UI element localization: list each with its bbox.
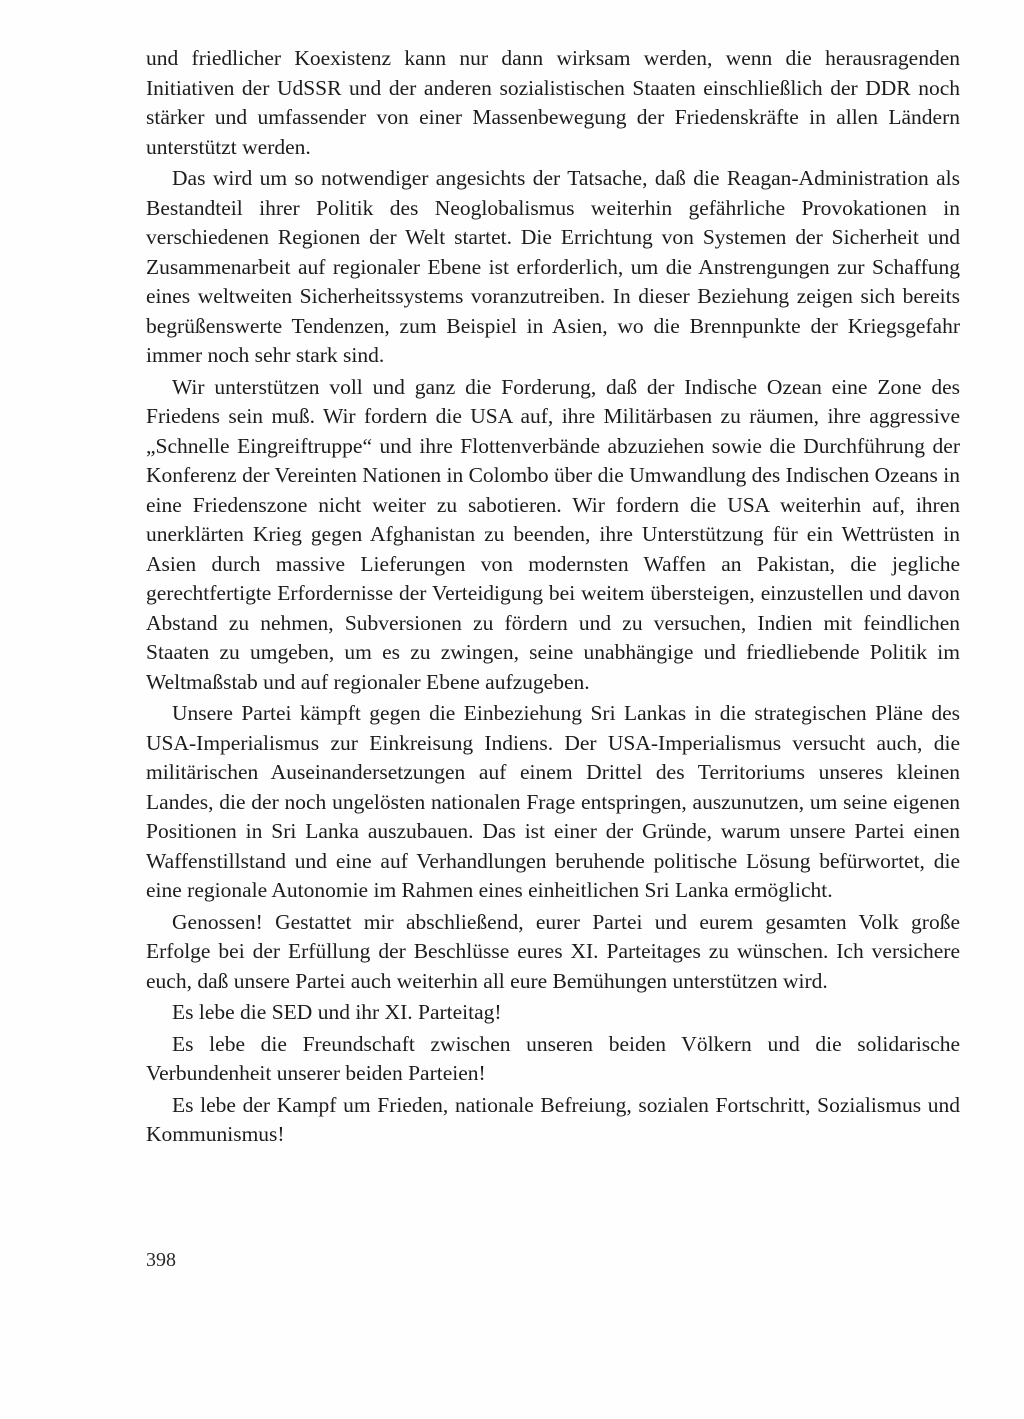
paragraph-3: Wir unterstützen voll und ganz die Forderung, daß der Indische Ozean eine Zone des Friedens sein muß. Wir fordern die USA auf, ihre Militärbasen zu räumen, ihre aggressive „Schnelle Eingreiftruppe“ und ihre Flottenverbände abzuziehen sowie die Durchführung der Konferenz der Vereinten Nationen in Colombo über die Umwandlung des Indischen Ozeans in eine Friedenszone nicht weiter zu sabotieren. Wir fordern die USA weiterhin auf, ihren unerklärten Krieg gegen Afghanistan zu beenden, ihre Unterstützung für ein Wettrüsten in Asien durch massive Lieferungen von modernsten Waffen an Pakistan, die jegliche gerechtfertigte Erfordernisse der Verteidigung bei weitem übersteigen, einzustellen und davon Abstand zu nehmen, Subversionen zu fördern und zu versuchen, Indien mit feindlichen Staaten zu umgeben, um es zu zwingen, seine unabhängige und friedliebende Politik im Weltmaßstab und auf regionaler Ebene aufzugeben.	[146, 374, 960, 694]
paragraph-6: Es lebe die SED und ihr XI. Parteitag!	[172, 1000, 502, 1024]
body-text	[146, 44, 960, 1152]
paragraph-7: Es lebe die Freundschaft zwischen unseren beiden Völkern und die solidarische Verbundenheit unserer beiden Parteien!	[146, 1031, 960, 1085]
paragraph-1: und friedlicher Koexistenz kann nur dann wirksam werden, wenn die herausragenden Initiativen der UdSSR und der anderen sozialistischen Staaten einschließlich der DDR noch stärker und umfassender von einer Massenbewegung der Friedenskräfte in allen Ländern unterstützt werden.	[146, 46, 960, 159]
paragraph-2: Das wird um so notwendiger angesichts der Tatsache, daß die Reagan-Administration als Bestandteil ihrer Politik des Neoglobalismus weiterhin gefährliche Provokationen in verschiedenen Regionen der Welt startet. Die Errichtung von Systemen der Sicherheit und Zusammenarbeit auf regionaler Ebene ist erforderlich, um die Anstrengungen zur Schaffung eines weltweiten Sicherheitssystems voranzutreiben. In dieser Beziehung zeigen sich bereits begrüßenswerte Tendenzen, zum Beispiel in Asien, wo die Brennpunkte der Kriegsgefahr immer noch sehr stark sind.	[146, 166, 960, 367]
page-number: 398	[146, 1249, 176, 1271]
paragraph-4: Unsere Partei kämpft gegen die Einbeziehung Sri Lankas in die strategischen Pläne des USA-Imperialismus zur Einkreisung Indiens. Der USA-Imperialismus versucht auch, die militärischen Auseinandersetzungen auf einem Drittel des Territoriums unseres kleinen Landes, die der noch ungelösten nationalen Frage entspringen, auszunutzen, um seine eigenen Positionen in Sri Lanka auszubauen. Das ist einer der Gründe, warum unsere Partei einen Waffenstillstand und eine auf Verhandlungen beruhende politische Lösung befürwortet, die eine regionale Autonomie im Rahmen eines einheitlichen Sri Lanka ermöglicht.	[146, 701, 960, 902]
paragraph-5: Genossen! Gestattet mir abschließend, eurer Partei und eurem gesamten Volk große Erfolge bei der Erfüllung der Beschlüsse eures XI. Parteitages zu wünschen. Ich versichere euch, daß unsere Partei auch weiterhin all eure Bemühungen unterstützen wird.	[146, 909, 960, 993]
paragraph-8: Es lebe der Kampf um Frieden, nationale Befreiung, sozialen Fortschritt, Sozialismus und Kommunismus!	[146, 1092, 960, 1146]
